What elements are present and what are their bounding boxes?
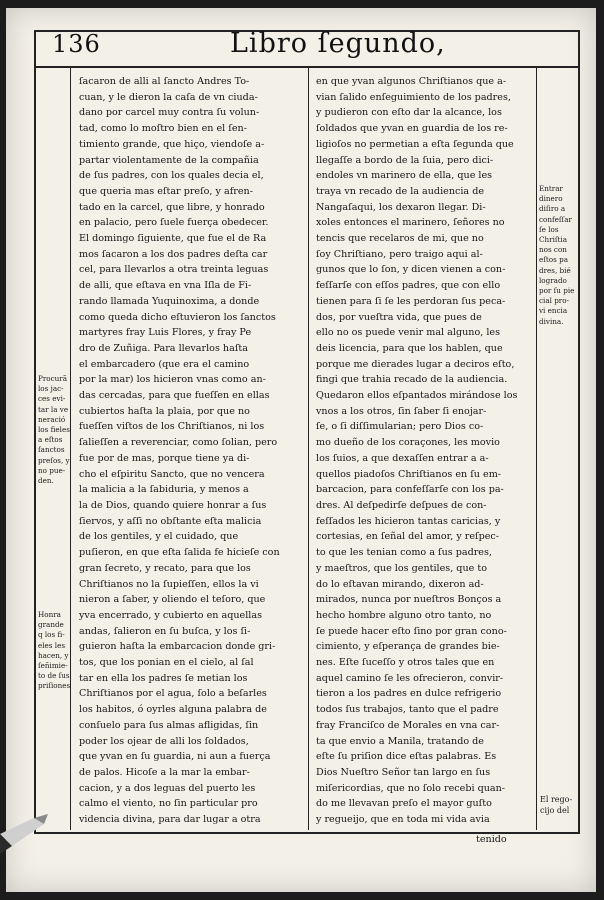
marginal-note-line: preſos, y: [38, 455, 70, 465]
text-line: dro de Zuñiga. Para llevarlos haſta: [79, 342, 248, 354]
marginal-note-procuran: [38, 374, 70, 486]
text-line: y maeſtros, que los gentiles, que to: [316, 562, 487, 574]
marginal-note-line: neració: [38, 414, 66, 424]
text-line: porque me dierades lugar a deciros eſto,: [316, 358, 515, 370]
text-line: rando llamada Yuquinoxima, a donde: [79, 295, 260, 307]
page-number: 136: [52, 30, 101, 58]
text-line: tencis que recelaros de mi, que no: [316, 233, 484, 245]
text-line: cimiento, y eſperança de grandes bie-: [316, 641, 500, 653]
marginal-note-line: Chriſtia: [539, 235, 567, 245]
text-line: gunos que lo ſon, y dicen vienen a con-: [316, 264, 506, 276]
marginal-note-line: Procurã: [38, 374, 67, 383]
text-line: mos ſacaron a los dos padres deſta car: [79, 248, 268, 260]
text-line: videncia divina, para dar lugar a otra: [79, 814, 261, 826]
marginal-note-line: eles les: [38, 640, 66, 650]
text-line: fue por de mas, porque tiene ya di-: [79, 452, 250, 464]
text-line: deis licencia, para que los hablen, que: [316, 342, 503, 354]
marginal-note-line: El rego-: [540, 795, 573, 804]
text-line: Nangaſaqui, los dexaron llegar. Di-: [316, 201, 486, 213]
text-line: tar en ella los padres ſe metian los: [79, 672, 248, 684]
text-line: en palacio, pero ſuele fuerça obedecer.: [79, 217, 269, 229]
text-line: El domingo ſiguiente, que fue el de Ra: [79, 233, 267, 245]
text-line: cacion, y a dos leguas del puerto les: [79, 782, 256, 794]
text-line: Chriſtianos no la ſupieſſen, ellos la vi: [79, 578, 259, 590]
text-line: nieron a ſaber, y oliendo el teſoro, que: [79, 594, 266, 606]
text-line: ligioſos no permetian a eſta ſegunda que: [316, 138, 514, 150]
text-line: ſiervos, y aſſi no obſtante eſta malicia: [79, 515, 262, 527]
text-line: eſte ſu priſion dice eſtas palabras. Es: [316, 751, 497, 763]
marginal-note-line: los jac-: [38, 384, 64, 394]
marginal-note-line: den.: [38, 476, 54, 486]
text-line: por la mar) los hicieron vnas como an-: [79, 374, 266, 386]
text-line: yva encerrado, y cubierto en aquellas: [79, 609, 263, 621]
text-line: ſe, o ſi diſſimularian; pero Dios co-: [316, 421, 484, 433]
text-line: la de Dios, quando quiere honrar a ſus: [79, 499, 267, 511]
marginal-note-line: diſiro a: [539, 204, 566, 214]
text-line: los ſuios, a que dexaſſen entrar a a-: [316, 452, 489, 464]
marginal-note-line: Honra: [38, 610, 61, 619]
marginal-note-line: nos con: [539, 245, 567, 255]
text-line: feſſarſe con eſſos padres, que con ello: [316, 280, 501, 292]
text-line: ſoldados que yvan en guardia de los re-: [316, 123, 508, 135]
text-line: ta que envio a Manila, tratando de: [316, 735, 484, 747]
text-line: endoles vn marinero de ella, que les: [316, 170, 493, 182]
text-line: quellos piadoſos Chriſtianos en ſu em-: [316, 468, 502, 480]
marginal-note-line: dres, bié: [539, 265, 571, 275]
text-line: tado en la carcel, que libre, y honrado: [79, 201, 265, 213]
text-line: que yvan en ſu guardia, ni aun a fuerça: [79, 751, 271, 763]
marginal-note-line: logrado: [539, 275, 567, 285]
marginal-note-line: priſiones: [38, 681, 71, 691]
text-line: de alli, que eſtava en vna Iſla de Fi-: [79, 280, 252, 292]
text-line: ſe puede hacer eſto ſino por gran cono-: [316, 625, 507, 637]
text-line: ello no os puede venir mal alguno, les: [316, 327, 501, 339]
text-line: y regueijo, que en toda mi vida avia: [316, 814, 490, 826]
text-line: dos, por vueſtra vida, que pues de: [316, 311, 482, 323]
left-margin-rule: [70, 66, 71, 830]
text-line: en que yvan algunos Chriſtianos que a-: [316, 76, 507, 87]
text-line: ſacaron de alli al ſancto Andres To-: [79, 76, 250, 87]
text-line: dres. Al deſpedirſe deſpues de con-: [316, 499, 487, 511]
marginal-note-line: q los fi-: [38, 630, 65, 640]
text-line: los habitos, ó oyrles alguna palabra de: [79, 704, 267, 716]
text-line: nes. Eſte ſuceſſo y otros tales que en: [316, 657, 495, 669]
marginal-note-line: tar la ve: [38, 404, 69, 414]
text-line: aquel camino ſe les ofrecieron, convir-: [316, 672, 504, 684]
text-line: de palos. Hicoſe a la mar la embar-: [79, 766, 250, 778]
text-line: cel, para llevarlos a otra treinta leguas: [79, 264, 269, 276]
marginal-note-line: cijo del: [540, 806, 570, 815]
text-line: y pudieron con eſto dar la alcance, los: [316, 107, 502, 119]
marginal-note-line: a eſtos: [38, 435, 63, 445]
running-title: Libro ſegundo,: [230, 28, 446, 59]
text-line: vian ſalido enſeguimiento de los padres,: [316, 91, 511, 103]
text-line: do me llevavan preſo el mayor guſto: [316, 798, 492, 810]
text-line: la malicia a la ſabiduria, y menos a: [79, 484, 249, 496]
text-line: Quedaron ellos eſpantados mirándose los: [316, 390, 518, 402]
text-line: como queda dicho eſtuvieron los ſanctos: [79, 311, 276, 323]
text-line: conſuelo para ſus almas afligidas, ſin: [79, 719, 259, 731]
marginal-note-line: divina.: [539, 316, 564, 326]
header-rule: [34, 66, 578, 68]
left-text-column: [79, 74, 301, 826]
text-line: mo dueño de los coraçones, les movio: [316, 437, 500, 449]
text-line: cortesias, en ſeñal del amor, y reſpec-: [316, 531, 500, 543]
text-line: que queria mas eſtar preſo, y afren-: [79, 185, 253, 197]
text-line: calmo el viento, no ſin particular pro: [79, 798, 258, 810]
catchword: tenido: [476, 834, 507, 845]
text-line: ſoy Chriſtiano, pero traigo aqui al-: [316, 248, 483, 260]
text-line: barcacion, para confeſſarſe con los pa-: [316, 484, 504, 496]
text-line: todos ſus trabajos, tanto que el padre: [316, 704, 499, 716]
marginal-note-line: ſeñimie-: [38, 661, 68, 671]
marginal-note-line: eſtos pa: [539, 255, 568, 265]
marginal-note-line: Entrar: [539, 184, 563, 193]
text-line: partar violentamente de la compañia: [79, 154, 259, 166]
text-line: tienen para ſi ſe les perdoran ſus peca-: [316, 295, 506, 307]
marginal-note-line: to de ſus: [38, 671, 70, 681]
text-line: hecho hombre alguno otro tanto, no: [316, 609, 492, 621]
text-line: cubiertos haſta la plaia, por que no: [79, 405, 250, 417]
marginal-note-line: grande: [38, 620, 64, 630]
text-line: gran ſecreto, y recato, para que los: [79, 562, 251, 574]
text-line: llegaſſe a bordo de la ſuia, pero dici-: [316, 154, 494, 166]
text-line: feſſados les hicieron tantas caricias, y: [316, 515, 501, 527]
marginal-note-regocijo: [540, 794, 584, 816]
right-text-column: [316, 74, 530, 826]
marginal-note-line: ſe los: [539, 224, 559, 234]
text-line: to que les tenian como a ſus padres,: [316, 547, 492, 559]
text-line: poder los ojear de alli los ſoldados,: [79, 735, 249, 747]
text-line: cuan, y le dieron la caſa de vn ciuda-: [79, 91, 258, 103]
text-line: de ſus padres, con los quales decia el,: [79, 170, 264, 182]
text-line: martyres fray Luis Flores, y fray Pe: [79, 327, 252, 339]
text-line: mirados, nunca por nueſtros Bonços a: [316, 594, 502, 606]
marginal-note-line: ſanctos: [38, 445, 65, 455]
text-line: tieron a los padres en dulce refrigerio: [316, 688, 502, 700]
text-line: guieron haſta la embarcacion donde gri-: [79, 641, 276, 653]
text-line: xoles entonces el marinero, ſeñores no: [316, 217, 505, 229]
marginal-note-line: confeſſar: [539, 214, 572, 224]
marginal-note-line: hacen, y: [38, 650, 69, 660]
text-line: fueſſen viſtos de los Chriſtianos, ni los: [79, 421, 265, 433]
text-line: tad, como lo moſtro bien en el ſen-: [79, 123, 247, 135]
marginal-note-line: dinero: [539, 194, 563, 204]
marginal-note-line: cial pro-: [539, 296, 569, 306]
marginal-note-honra: [38, 610, 70, 692]
text-line: tos, que los ponian en el cielo, al ſal: [79, 657, 254, 669]
marginal-note-line: por ſu pie: [539, 286, 575, 296]
text-line: dano por carcel muy contra ſu volun-: [79, 107, 260, 119]
pen-tip-icon: [0, 812, 48, 854]
text-line: das cercadas, para que fueſſen en ellas: [79, 390, 270, 402]
text-line: fray Franciſco de Morales en vna car-: [316, 719, 500, 731]
text-line: miſericordias, que no ſolo recebi quan-: [316, 782, 506, 794]
text-line: Chriſtianos por el agua, ſolo a beſarles: [79, 688, 267, 700]
marginal-note-entrar: [539, 184, 579, 327]
text-line: do lo eſtavan mirando, dixeron ad-: [316, 578, 484, 590]
marginal-note-line: no pue-: [38, 465, 66, 475]
text-line: ſalieſſen a reverenciar, como ſolian, pero: [79, 437, 278, 449]
text-line: Dios Nueſtro Señor tan largo en ſus: [316, 766, 491, 778]
text-line: timiento grande, que hiço, viendoſe a-: [79, 138, 265, 150]
right-margin-rule: [536, 66, 537, 830]
marginal-note-line: los fieles: [38, 425, 70, 435]
column-divider: [308, 66, 309, 830]
text-line: andas, ſalieron en ſu buſca, y los ſi-: [79, 625, 251, 637]
text-line: vnos a los otros, ſin ſaber ſi enojar-: [316, 405, 487, 417]
text-line: cho el eſpiritu Sancto, que no vencera: [79, 468, 265, 480]
text-line: traya vn recado de la audiencia de: [316, 185, 485, 197]
text-line: fingi que trahia recado de la audiencia.: [316, 374, 508, 386]
marginal-note-line: ces evi-: [38, 394, 66, 404]
text-line: puſieron, en que eſta ſalida fe hicieſe con: [79, 547, 280, 559]
marginal-note-line: vi encia: [539, 306, 568, 316]
text-line: de los gentiles, y el cuidado, que: [79, 531, 239, 543]
text-line: el embarcadero (que era el camino: [79, 358, 250, 370]
